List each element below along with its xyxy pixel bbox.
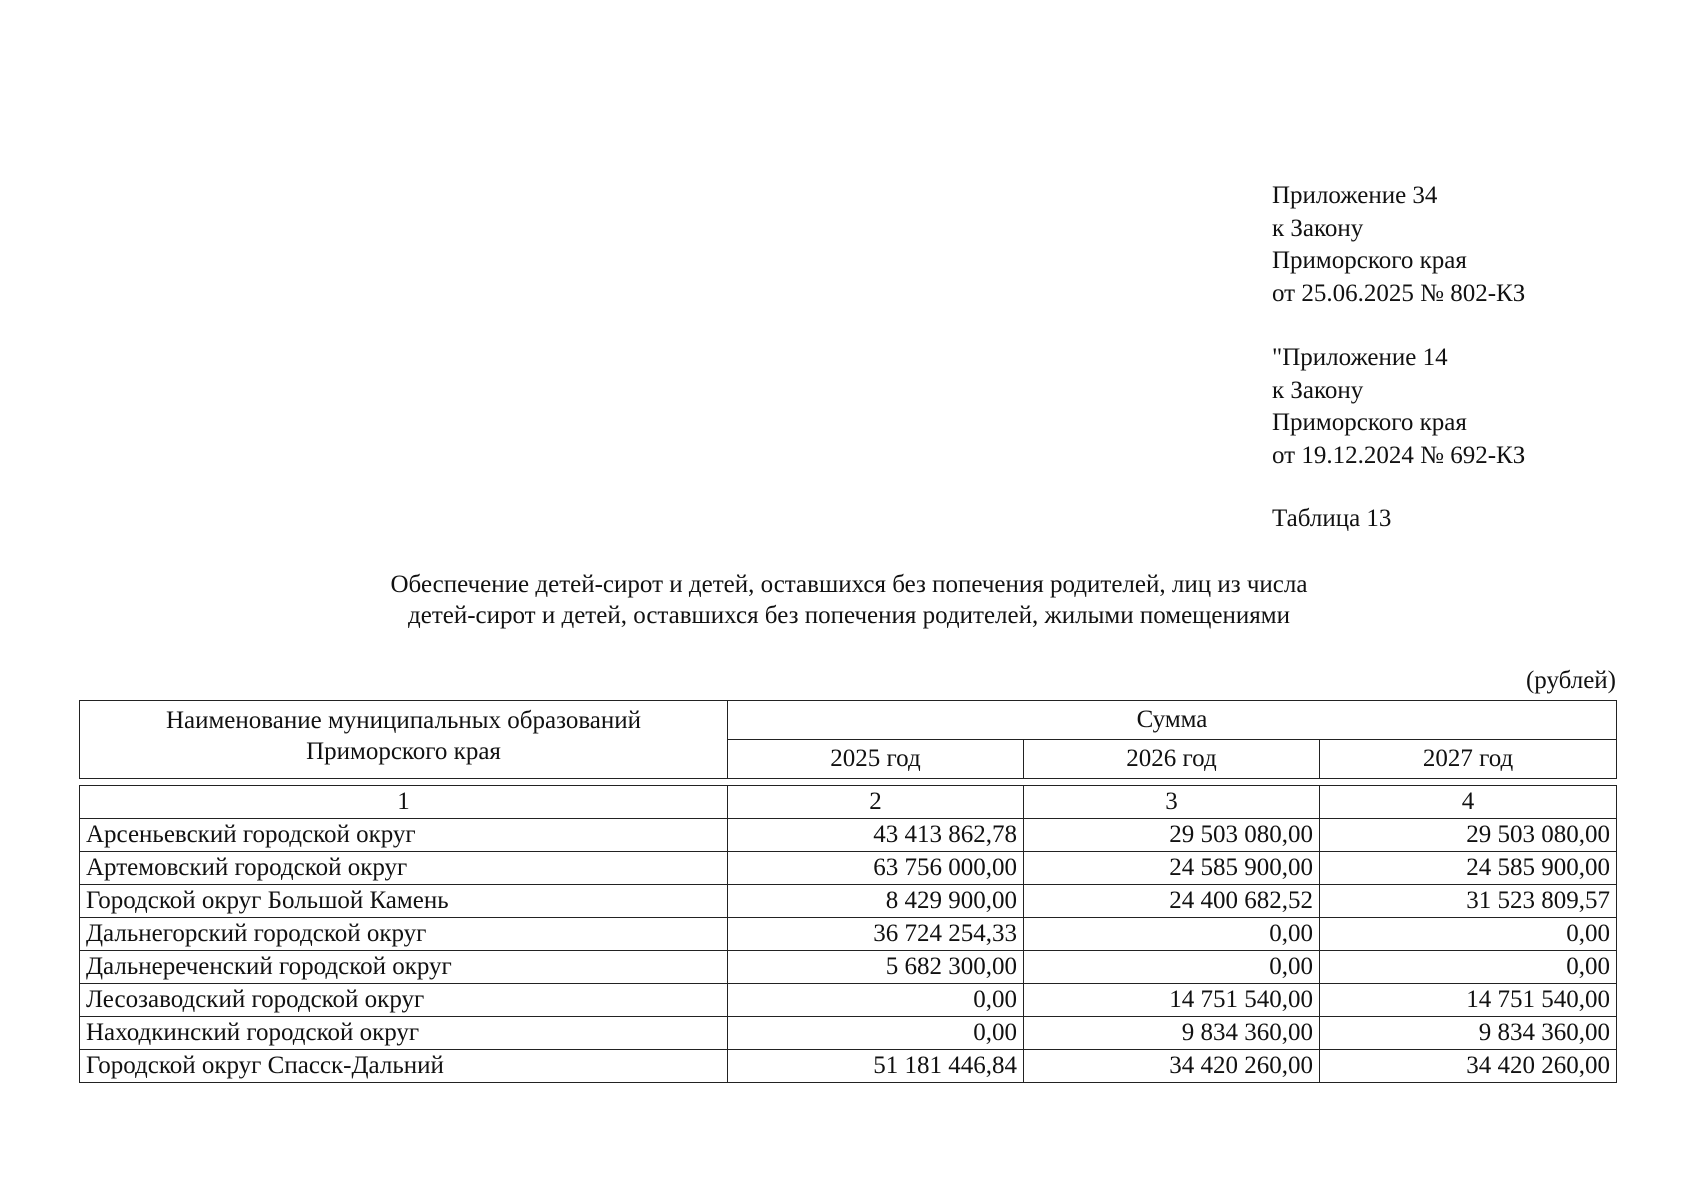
header-municipality [80, 701, 728, 779]
amount-2025-cell: 0,00 [728, 1017, 1024, 1050]
column-number-row [80, 786, 1617, 819]
header-year-2025: 2025 год [728, 740, 1024, 779]
municipality-name-cell: Находкинский городской округ [80, 1017, 728, 1050]
appendix-34-line-2: к Закону [1272, 214, 1364, 242]
column-number: 1 [80, 786, 728, 819]
appendix-14-line-1: "Приложение 14 [1272, 344, 1448, 371]
appendix-34-line-1: Приложение 34 [1272, 182, 1438, 209]
table-row [80, 918, 1617, 951]
table-body [79, 785, 1617, 1083]
amount-2025-cell: 5 682 300,00 [728, 951, 1024, 984]
document-title-line-2: детей-сирот и детей, оставшихся без попечения родителей, жилыми помещениями [408, 602, 1290, 629]
header-sum: Сумма [728, 701, 1617, 740]
municipality-name-cell: Артемовский городской округ [80, 852, 728, 885]
table-row [80, 984, 1617, 1017]
amount-2027-cell: 9 834 360,00 [1320, 1017, 1617, 1050]
amount-2026-cell: 9 834 360,00 [1024, 1017, 1320, 1050]
table-number: Таблица 13 [1272, 505, 1392, 532]
amount-2026-cell: 24 400 682,52 [1024, 885, 1320, 918]
column-number: 3 [1024, 786, 1320, 819]
table-row [80, 1017, 1617, 1050]
amount-2025-cell: 36 724 254,33 [728, 918, 1024, 951]
document-title [0, 569, 1698, 631]
amount-2026-cell: 24 585 900,00 [1024, 852, 1320, 885]
column-number: 2 [728, 786, 1024, 819]
amount-2027-cell: 0,00 [1320, 951, 1617, 984]
appendix-34-line-3: Приморского края [1272, 247, 1467, 274]
appendix-34-block [1272, 180, 1525, 310]
header-year-2027: 2027 год [1320, 740, 1617, 779]
amount-2026-cell: 34 420 260,00 [1024, 1050, 1320, 1083]
units-label: (рублей) [1525, 667, 1616, 694]
header-year-2026: 2026 год [1024, 740, 1320, 779]
header-row-top [80, 701, 1617, 740]
amount-2027-cell: 31 523 809,57 [1320, 885, 1617, 918]
amount-2025-cell: 8 429 900,00 [728, 885, 1024, 918]
amount-2027-cell: 14 751 540,00 [1320, 984, 1617, 1017]
amount-2026-cell: 29 503 080,00 [1024, 819, 1320, 852]
column-number: 4 [1320, 786, 1617, 819]
table-row [80, 885, 1617, 918]
appendix-14-line-4: от 19.12.2024 № 692-КЗ [1272, 441, 1526, 469]
table-row [80, 819, 1617, 852]
amount-2027-cell: 34 420 260,00 [1320, 1050, 1617, 1083]
municipality-name-cell: Лесозаводский городской округ [80, 984, 728, 1017]
header-municipality-line-2: Приморского края [306, 738, 501, 765]
amount-2025-cell: 63 756 000,00 [728, 852, 1024, 885]
header-municipality-line-1: Наименование муниципальных образований [165, 707, 642, 734]
municipality-name-cell: Городской округ Спасск-Дальний [80, 1050, 728, 1083]
amount-2026-cell: 14 751 540,00 [1024, 984, 1320, 1017]
amount-2025-cell: 43 413 862,78 [728, 819, 1024, 852]
municipality-name-cell: Дальнегорский городской округ [80, 918, 728, 951]
table-header [79, 700, 1617, 779]
appendix-14-line-3: Приморского края [1272, 409, 1467, 436]
appendix-34-line-4: от 25.06.2025 № 802-КЗ [1272, 279, 1526, 307]
appendix-14-line-2: к Закону [1272, 376, 1364, 404]
municipality-name-cell: Дальнереченский городской округ [80, 951, 728, 984]
municipality-name-cell: Арсеньевский городской округ [80, 819, 728, 852]
amount-2027-cell: 0,00 [1320, 918, 1617, 951]
document-title-line-1: Обеспечение детей-сирот и детей, оставшихся без попечения родителей, лиц из числа [390, 571, 1308, 598]
amount-2027-cell: 29 503 080,00 [1320, 819, 1617, 852]
amount-2026-cell: 0,00 [1024, 951, 1320, 984]
table-row [80, 1050, 1617, 1083]
table-row [80, 951, 1617, 984]
municipality-name-cell: Городской округ Большой Камень [80, 885, 728, 918]
amount-2025-cell: 0,00 [728, 984, 1024, 1017]
amount-2025-cell: 51 181 446,84 [728, 1050, 1024, 1083]
amount-2027-cell: 24 585 900,00 [1320, 852, 1617, 885]
appendix-14-block [1272, 342, 1525, 472]
table-row [80, 852, 1617, 885]
amount-2026-cell: 0,00 [1024, 918, 1320, 951]
